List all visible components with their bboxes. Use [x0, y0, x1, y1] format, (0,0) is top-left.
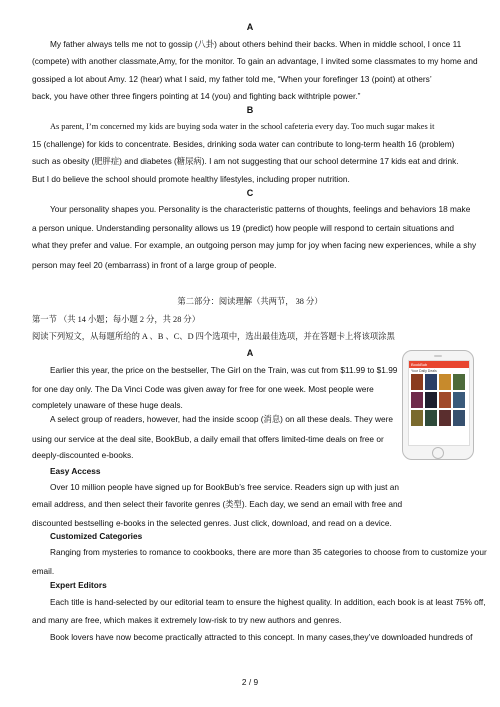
- part2-section: 第一节 （共 14 小题；每小题 2 分，共 28 分）: [32, 315, 201, 324]
- book-cover: [411, 410, 423, 426]
- easy-access-line-2: email address, and then select their favorite genres (类型). Each day, we send an email with free and: [32, 499, 403, 509]
- page-number: 2 / 9: [241, 677, 259, 687]
- passage-a-p2-line-3: deeply-discounted e-books.: [32, 450, 134, 460]
- phone-screen-title: Your Daily Deals: [411, 369, 437, 373]
- book-cover: [411, 392, 423, 408]
- passage-a-p2-line-1: A select group of readers, however, had the inside scoop (消息) on all these deals. They were: [50, 414, 393, 424]
- phone-app-bar: BookBub: [409, 361, 469, 368]
- section-b-line-4: But I do believe the school should promote healthy lifestyles, including proper nutrition.: [32, 174, 350, 184]
- book-cover: [411, 374, 423, 390]
- section-b-line-3: such as obesity (肥胖症) and diabetes (糖尿病). I am not suggesting that our school determine 17 kids eat and drink.: [32, 156, 459, 166]
- section-b-line-2: 15 (challenge) for kids to concentrate. Besides, drinking soda water can contribute to long-term health 16 (problem): [32, 139, 455, 149]
- section-a-heading: A: [246, 22, 254, 32]
- book-cover: [453, 392, 465, 408]
- phone-illustration: [402, 350, 474, 460]
- easy-access-line-3: discounted bestselling e-books in the selected genres. Just click, download, and read on a device.: [32, 518, 392, 528]
- section-c-line-2: a person unique. Understanding personality allows us 19 (predict) how people will respond to certain situations and: [32, 223, 455, 233]
- book-cover: [425, 374, 437, 390]
- phone-home-button: [432, 447, 444, 459]
- passage-a-p1-line-2: for one day only. The Da Vinci Code was given away for free for one week. Most people were: [32, 384, 374, 394]
- book-cover: [439, 392, 451, 408]
- book-cover: [453, 410, 465, 426]
- easy-access-title: Easy Access: [50, 466, 101, 476]
- phone-screen: [408, 360, 470, 446]
- custom-categories-line-1: Ranging from mysteries to romance to cookbooks, there are more than 35 categories to choose from to customize your: [50, 547, 487, 557]
- section-a-line-1: My father always tells me not to gossip (八卦) about others behind their backs. When in middle school, I once 11: [50, 39, 462, 49]
- book-cover: [453, 374, 465, 390]
- section-c-heading: C: [246, 188, 254, 198]
- section-c-line-4: person may feel 20 (embarrass) in front of a large group of people.: [32, 260, 277, 270]
- section-b-heading: B: [246, 105, 254, 115]
- section-c-line-1: Your personality shapes you. Personality is the characteristic patterns of thoughts, feelings and behaviors 18 make: [50, 204, 471, 214]
- book-cover: [425, 410, 437, 426]
- book-cover: [439, 410, 451, 426]
- custom-categories-title: Customized Categories: [50, 531, 143, 541]
- section-c-line-3: what they prefer and value. For example, an outgoing person may jump for joy when facing new experiences, while a shy: [32, 240, 477, 250]
- expert-editors-line-2: and many are free, which makes it extremely low-risk to try new authors and genres.: [32, 615, 342, 625]
- passage-a-p1-line-1: Earlier this year, the price on the bestseller, The Girl on the Train, was cut from $11.99 to $1.99: [50, 365, 398, 375]
- book-cover: [439, 374, 451, 390]
- custom-categories-line-2: email.: [32, 566, 55, 576]
- section-b-line-1: As parent, I’m concerned my kids are buying soda water in the school cafeteria every day. Too much sugar makes it: [50, 122, 435, 131]
- easy-access-line-1: Over 10 million people have signed up for BookBub’s free service. Readers sign up with just an: [50, 482, 399, 492]
- expert-editors-title: Expert Editors: [50, 580, 107, 590]
- section-a-line-3: gossiped a lot about Amy. 12 (hear) what I said, my father told me, “When your forefinger 13 (point) at others’: [32, 74, 432, 84]
- passage-a-heading: A: [246, 348, 254, 358]
- section-a-line-4: back, you have other three fingers pointing at 14 (you) and fighting back withtriple power.”: [32, 91, 361, 101]
- passage-a-p2-line-2: using our service at the deal site, BookBub, a daily email that offers limited-time deals on free or: [32, 434, 384, 444]
- expert-editors-line-1: Each title is hand-selected by our editorial team to ensure the highest quality. In addition, each book is at least 75% off,: [50, 597, 486, 607]
- part2-title: 第二部分：阅读理解（共两节， 38 分）: [177, 297, 323, 306]
- book-cover-grid: [409, 374, 469, 426]
- phone-camera: [434, 355, 442, 357]
- passage-a-last-line: Book lovers have now become practically attracted to this concept. In many cases,they’ve downloaded hundreds of: [50, 632, 473, 642]
- section-a-line-2: (compete) with another classmate,Amy, for the monitor. To gain an advantage, I invited some classmates to my home and: [32, 56, 478, 66]
- book-cover: [425, 392, 437, 408]
- passage-a-p1-line-3: completely unaware of these huge deals.: [32, 400, 183, 410]
- part2-instruction: 阅读下列短文，从每题所给的 A 、B 、C、D 四个选项中，选出最佳选项，并在答题卡上将该项涂黑: [32, 332, 395, 341]
